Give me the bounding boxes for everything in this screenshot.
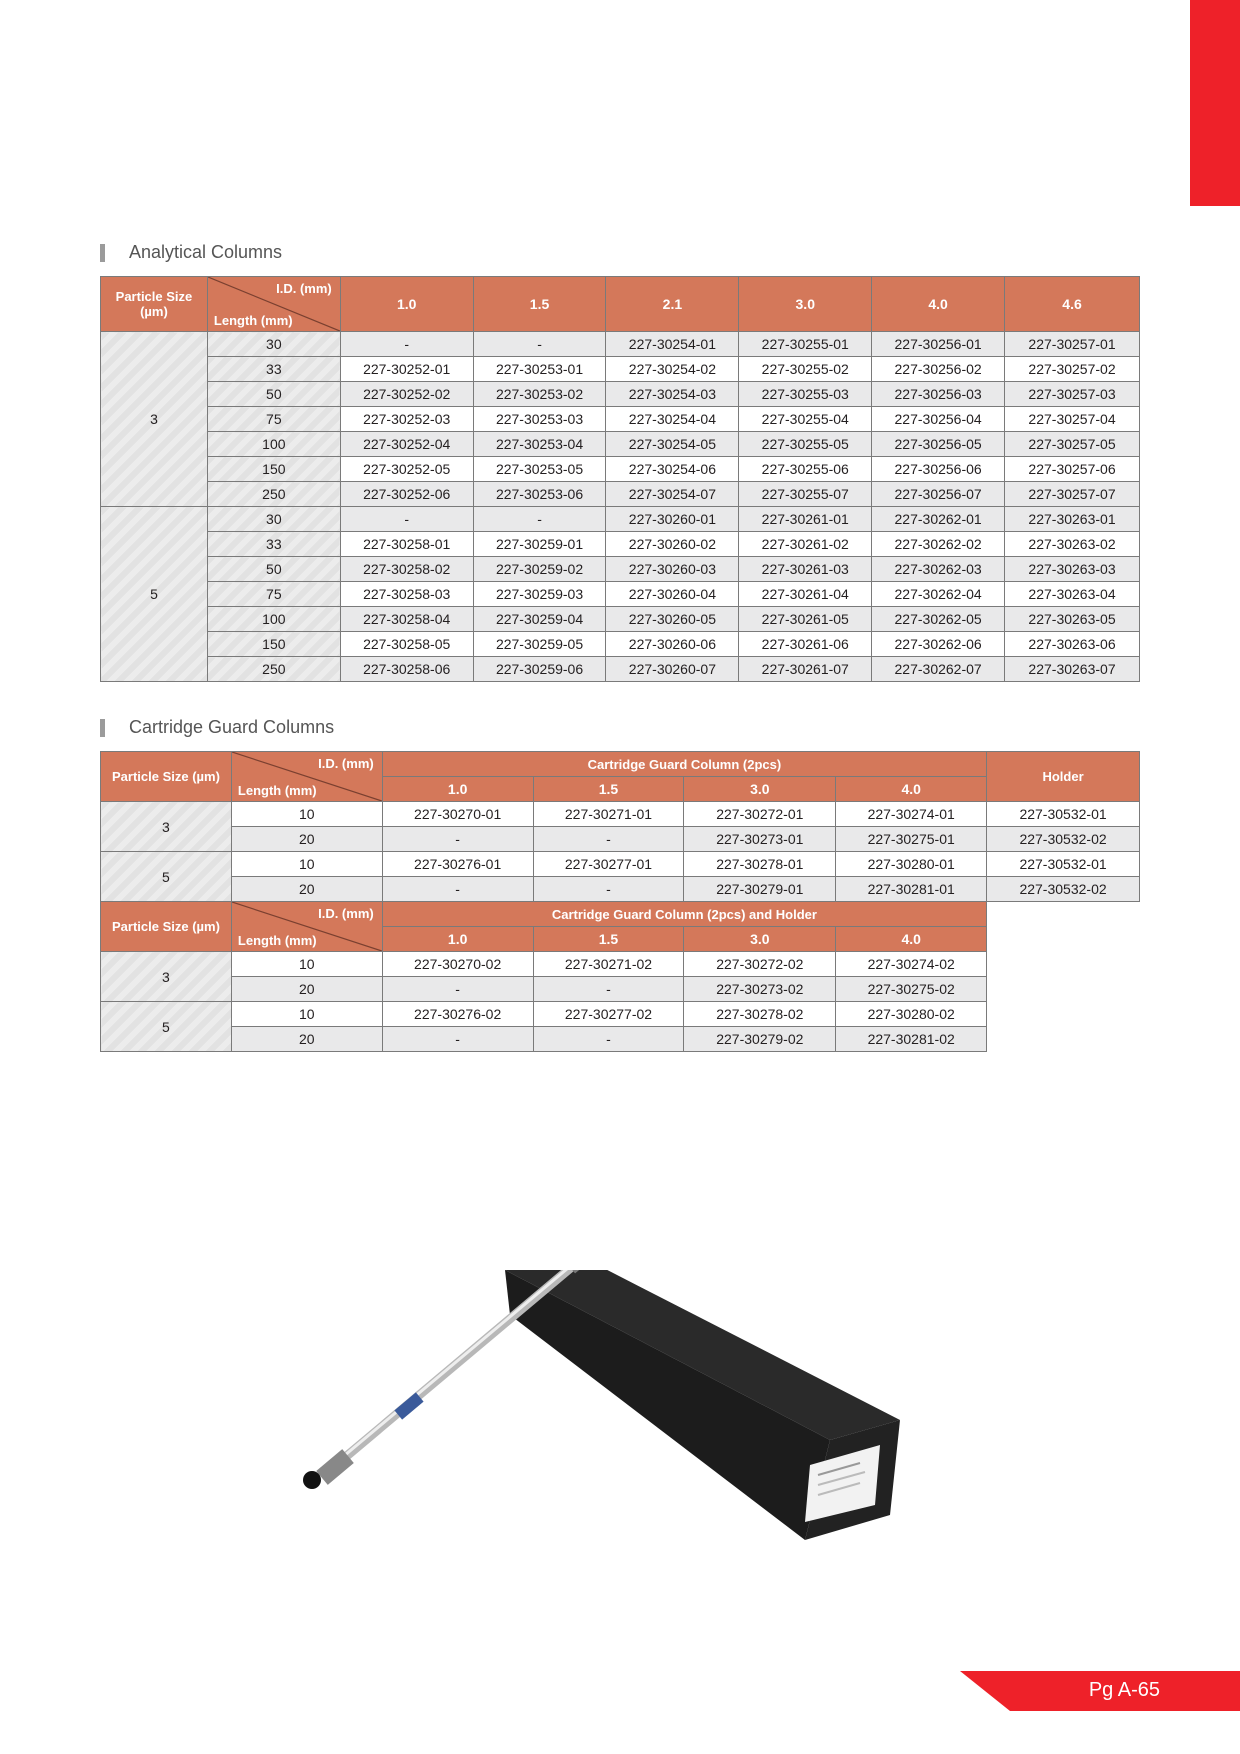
empty-cell <box>987 1002 1140 1027</box>
part-number-cell: 227-30254-05 <box>606 432 739 457</box>
length-cell: 75 <box>207 407 340 432</box>
part-number-cell: - <box>340 332 473 357</box>
part-number-cell: 227-30253-03 <box>473 407 606 432</box>
particle-size-header: Particle Size (µm) <box>101 752 232 802</box>
part-number-cell: 227-30273-02 <box>684 977 836 1002</box>
section-bar-icon <box>100 719 105 737</box>
group-header: Cartridge Guard Column (2pcs) <box>382 752 986 777</box>
part-number-cell: 227-30271-02 <box>533 952 684 977</box>
table-row <box>101 507 1140 532</box>
particle-size-header: Particle Size (µm) <box>101 902 232 952</box>
part-number-cell: 227-30257-01 <box>1005 332 1140 357</box>
part-number-cell: 227-30261-04 <box>739 582 872 607</box>
part-number-cell: 227-30274-02 <box>836 952 987 977</box>
part-number-cell: 227-30254-02 <box>606 357 739 382</box>
section-title-analytical: Analytical Columns <box>100 242 282 263</box>
part-number-cell: 227-30279-01 <box>684 877 836 902</box>
id-length-header: I.D. (mm) Length (mm) <box>207 277 340 332</box>
part-number-cell: 227-30262-06 <box>872 632 1005 657</box>
length-cell: 30 <box>207 332 340 357</box>
length-cell: 33 <box>207 357 340 382</box>
part-number-cell: 227-30270-01 <box>382 802 533 827</box>
page-number: Pg A-65 <box>1088 1679 1160 1701</box>
part-number-cell: 227-30254-03 <box>606 382 739 407</box>
table-row <box>101 482 1140 507</box>
part-number-cell: 227-30260-06 <box>606 632 739 657</box>
hplc-column-with-box-image <box>300 1270 920 1550</box>
part-number-cell: 227-30255-03 <box>739 382 872 407</box>
part-number-cell: 227-30256-03 <box>872 382 1005 407</box>
part-number-cell: - <box>533 1027 684 1052</box>
id-length-header: I.D. (mm) Length (mm) <box>231 752 382 802</box>
table-row <box>101 1002 1140 1027</box>
part-number-cell: 227-30271-01 <box>533 802 684 827</box>
table-row <box>101 357 1140 382</box>
id-col-header: 1.0 <box>382 777 533 802</box>
table-row <box>101 407 1140 432</box>
part-number-cell: 227-30259-04 <box>473 607 606 632</box>
part-number-cell: 227-30275-01 <box>836 827 987 852</box>
part-number-cell: 227-30253-05 <box>473 457 606 482</box>
analytical-columns-table <box>100 276 1140 682</box>
part-number-cell: 227-30262-07 <box>872 657 1005 682</box>
part-number-cell: 227-30257-07 <box>1005 482 1140 507</box>
section-title-guard: Cartridge Guard Columns <box>100 717 334 738</box>
part-number-cell: 227-30263-03 <box>1005 557 1140 582</box>
part-number-cell: 227-30254-04 <box>606 407 739 432</box>
part-number-cell: 227-30258-06 <box>340 657 473 682</box>
length-cell: 50 <box>207 382 340 407</box>
part-number-cell: 227-30272-02 <box>684 952 836 977</box>
part-number-cell: 227-30262-03 <box>872 557 1005 582</box>
part-number-cell: 227-30261-02 <box>739 532 872 557</box>
id-col-header: 2.1 <box>606 277 739 332</box>
part-number-cell: 227-30252-03 <box>340 407 473 432</box>
id-col-header: 4.6 <box>1005 277 1140 332</box>
part-number-cell: 227-30263-05 <box>1005 607 1140 632</box>
empty-cell <box>987 1027 1140 1052</box>
part-number-cell: 227-30256-06 <box>872 457 1005 482</box>
part-number-cell: 227-30279-02 <box>684 1027 836 1052</box>
length-cell: 10 <box>231 852 382 877</box>
id-col-header: 4.0 <box>836 927 987 952</box>
particle-size-header: Particle Size (µm) <box>101 277 208 332</box>
part-number-cell: 227-30252-04 <box>340 432 473 457</box>
part-number-cell: 227-30260-01 <box>606 507 739 532</box>
table-row <box>101 1027 1140 1052</box>
table-row <box>101 457 1140 482</box>
table-row <box>101 432 1140 457</box>
part-number-cell: 227-30263-06 <box>1005 632 1140 657</box>
empty-cell <box>987 902 1140 952</box>
table-row <box>101 532 1140 557</box>
length-cell: 20 <box>231 1027 382 1052</box>
part-number-cell: 227-30262-02 <box>872 532 1005 557</box>
part-number-cell: - <box>533 877 684 902</box>
part-number-cell: 227-30276-02 <box>382 1002 533 1027</box>
part-number-cell: 227-30257-04 <box>1005 407 1140 432</box>
part-number-cell: 227-30278-01 <box>684 852 836 877</box>
part-number-cell: - <box>533 827 684 852</box>
part-number-cell: 227-30261-03 <box>739 557 872 582</box>
part-number-cell: 227-30261-05 <box>739 607 872 632</box>
part-number-cell: 227-30280-01 <box>836 852 987 877</box>
length-cell: 150 <box>207 632 340 657</box>
part-number-cell: 227-30262-05 <box>872 607 1005 632</box>
part-number-cell: - <box>473 332 606 357</box>
id-length-header: I.D. (mm) Length (mm) <box>231 902 382 952</box>
id-col-header: 1.0 <box>382 927 533 952</box>
id-col-header: 4.0 <box>872 277 1005 332</box>
length-cell: 10 <box>231 952 382 977</box>
part-number-cell: 227-30256-04 <box>872 407 1005 432</box>
part-number-cell: 227-30255-01 <box>739 332 872 357</box>
part-number-cell: 227-30270-02 <box>382 952 533 977</box>
table-row <box>101 557 1140 582</box>
part-number-cell: 227-30253-02 <box>473 382 606 407</box>
part-number-cell: 227-30280-02 <box>836 1002 987 1027</box>
length-cell: 20 <box>231 977 382 1002</box>
table-row <box>101 802 1140 827</box>
part-number-cell: 227-30261-01 <box>739 507 872 532</box>
part-number-cell: 227-30252-06 <box>340 482 473 507</box>
holder-cell: 227-30532-01 <box>987 802 1140 827</box>
part-number-cell: 227-30256-07 <box>872 482 1005 507</box>
part-number-cell: 227-30263-01 <box>1005 507 1140 532</box>
part-number-cell: 227-30258-03 <box>340 582 473 607</box>
part-number-cell: 227-30252-05 <box>340 457 473 482</box>
length-cell: 30 <box>207 507 340 532</box>
id-col-header: 1.5 <box>533 927 684 952</box>
part-number-cell: 227-30276-01 <box>382 852 533 877</box>
length-cell: 50 <box>207 557 340 582</box>
part-number-cell: 227-30263-02 <box>1005 532 1140 557</box>
length-cell: 250 <box>207 482 340 507</box>
length-cell: 33 <box>207 532 340 557</box>
part-number-cell: 227-30254-06 <box>606 457 739 482</box>
group-header: Cartridge Guard Column (2pcs) and Holder <box>382 902 986 927</box>
id-col-header: 1.5 <box>533 777 684 802</box>
table-row <box>101 852 1140 877</box>
table-row <box>101 582 1140 607</box>
part-number-cell: 227-30262-01 <box>872 507 1005 532</box>
part-number-cell: 227-30253-06 <box>473 482 606 507</box>
part-number-cell: 227-30258-01 <box>340 532 473 557</box>
part-number-cell: - <box>473 507 606 532</box>
particle-size-cell: 5 <box>101 852 232 902</box>
part-number-cell: 227-30281-02 <box>836 1027 987 1052</box>
particle-size-cell: 3 <box>101 332 208 507</box>
length-cell: 20 <box>231 827 382 852</box>
holder-cell: 227-30532-02 <box>987 827 1140 852</box>
length-cell: 75 <box>207 582 340 607</box>
empty-cell <box>987 952 1140 977</box>
id-col-header: 4.0 <box>836 777 987 802</box>
part-number-cell: 227-30274-01 <box>836 802 987 827</box>
part-number-cell: 227-30254-01 <box>606 332 739 357</box>
part-number-cell: 227-30281-01 <box>836 877 987 902</box>
part-number-cell: 227-30263-04 <box>1005 582 1140 607</box>
page-number-tag <box>960 1671 1240 1711</box>
part-number-cell: 227-30256-02 <box>872 357 1005 382</box>
part-number-cell: 227-30254-07 <box>606 482 739 507</box>
length-cell: 250 <box>207 657 340 682</box>
part-number-cell: 227-30278-02 <box>684 1002 836 1027</box>
part-number-cell: 227-30260-04 <box>606 582 739 607</box>
part-number-cell: - <box>382 977 533 1002</box>
part-number-cell: 227-30252-01 <box>340 357 473 382</box>
section-bar-icon <box>100 244 105 262</box>
page-edge-tab <box>1190 0 1240 206</box>
particle-size-cell: 3 <box>101 952 232 1002</box>
length-cell: 100 <box>207 432 340 457</box>
table-row <box>101 632 1140 657</box>
part-number-cell: 227-30257-06 <box>1005 457 1140 482</box>
part-number-cell: 227-30258-05 <box>340 632 473 657</box>
table-row <box>101 607 1140 632</box>
part-number-cell: 227-30256-05 <box>872 432 1005 457</box>
part-number-cell: - <box>382 1027 533 1052</box>
part-number-cell: 227-30257-02 <box>1005 357 1140 382</box>
id-col-header: 3.0 <box>739 277 872 332</box>
part-number-cell: 227-30257-03 <box>1005 382 1140 407</box>
length-cell: 10 <box>231 1002 382 1027</box>
id-col-header: 3.0 <box>684 777 836 802</box>
table-row <box>101 332 1140 357</box>
holder-cell: 227-30532-01 <box>987 852 1140 877</box>
particle-size-cell: 5 <box>101 507 208 682</box>
part-number-cell: - <box>382 827 533 852</box>
length-cell: 20 <box>231 877 382 902</box>
part-number-cell: 227-30258-02 <box>340 557 473 582</box>
part-number-cell: 227-30255-05 <box>739 432 872 457</box>
part-number-cell: - <box>382 877 533 902</box>
length-cell: 150 <box>207 457 340 482</box>
part-number-cell: 227-30260-05 <box>606 607 739 632</box>
part-number-cell: 227-30255-07 <box>739 482 872 507</box>
part-number-cell: 227-30259-03 <box>473 582 606 607</box>
holder-header: Holder <box>987 752 1140 802</box>
part-number-cell: 227-30260-02 <box>606 532 739 557</box>
part-number-cell: 227-30255-04 <box>739 407 872 432</box>
part-number-cell: 227-30277-02 <box>533 1002 684 1027</box>
part-number-cell: 227-30273-01 <box>684 827 836 852</box>
part-number-cell: 227-30257-05 <box>1005 432 1140 457</box>
part-number-cell: 227-30259-05 <box>473 632 606 657</box>
part-number-cell: - <box>533 977 684 1002</box>
particle-size-cell: 3 <box>101 802 232 852</box>
part-number-cell: 227-30255-06 <box>739 457 872 482</box>
part-number-cell: 227-30275-02 <box>836 977 987 1002</box>
part-number-cell: 227-30252-02 <box>340 382 473 407</box>
table-row <box>101 877 1140 902</box>
empty-cell <box>987 977 1140 1002</box>
part-number-cell: - <box>340 507 473 532</box>
particle-size-cell: 5 <box>101 1002 232 1052</box>
table-row <box>101 952 1140 977</box>
part-number-cell: 227-30259-06 <box>473 657 606 682</box>
length-cell: 100 <box>207 607 340 632</box>
part-number-cell: 227-30256-01 <box>872 332 1005 357</box>
part-number-cell: 227-30259-02 <box>473 557 606 582</box>
part-number-cell: 227-30258-04 <box>340 607 473 632</box>
header-row <box>101 902 1140 927</box>
holder-cell: 227-30532-02 <box>987 877 1140 902</box>
part-number-cell: 227-30277-01 <box>533 852 684 877</box>
part-number-cell: 227-30272-01 <box>684 802 836 827</box>
guard-columns-table <box>100 751 1140 1052</box>
part-number-cell: 227-30263-07 <box>1005 657 1140 682</box>
id-col-header: 1.0 <box>340 277 473 332</box>
length-cell: 10 <box>231 802 382 827</box>
part-number-cell: 227-30261-07 <box>739 657 872 682</box>
id-col-header: 1.5 <box>473 277 606 332</box>
part-number-cell: 227-30253-04 <box>473 432 606 457</box>
part-number-cell: 227-30261-06 <box>739 632 872 657</box>
table-row <box>101 977 1140 1002</box>
table-row <box>101 827 1140 852</box>
part-number-cell: 227-30262-04 <box>872 582 1005 607</box>
part-number-cell: 227-30260-03 <box>606 557 739 582</box>
id-col-header: 3.0 <box>684 927 836 952</box>
table-row <box>101 657 1140 682</box>
part-number-cell: 227-30259-01 <box>473 532 606 557</box>
table-row <box>101 382 1140 407</box>
part-number-cell: 227-30260-07 <box>606 657 739 682</box>
header-row <box>101 752 1140 777</box>
part-number-cell: 227-30255-02 <box>739 357 872 382</box>
part-number-cell: 227-30253-01 <box>473 357 606 382</box>
